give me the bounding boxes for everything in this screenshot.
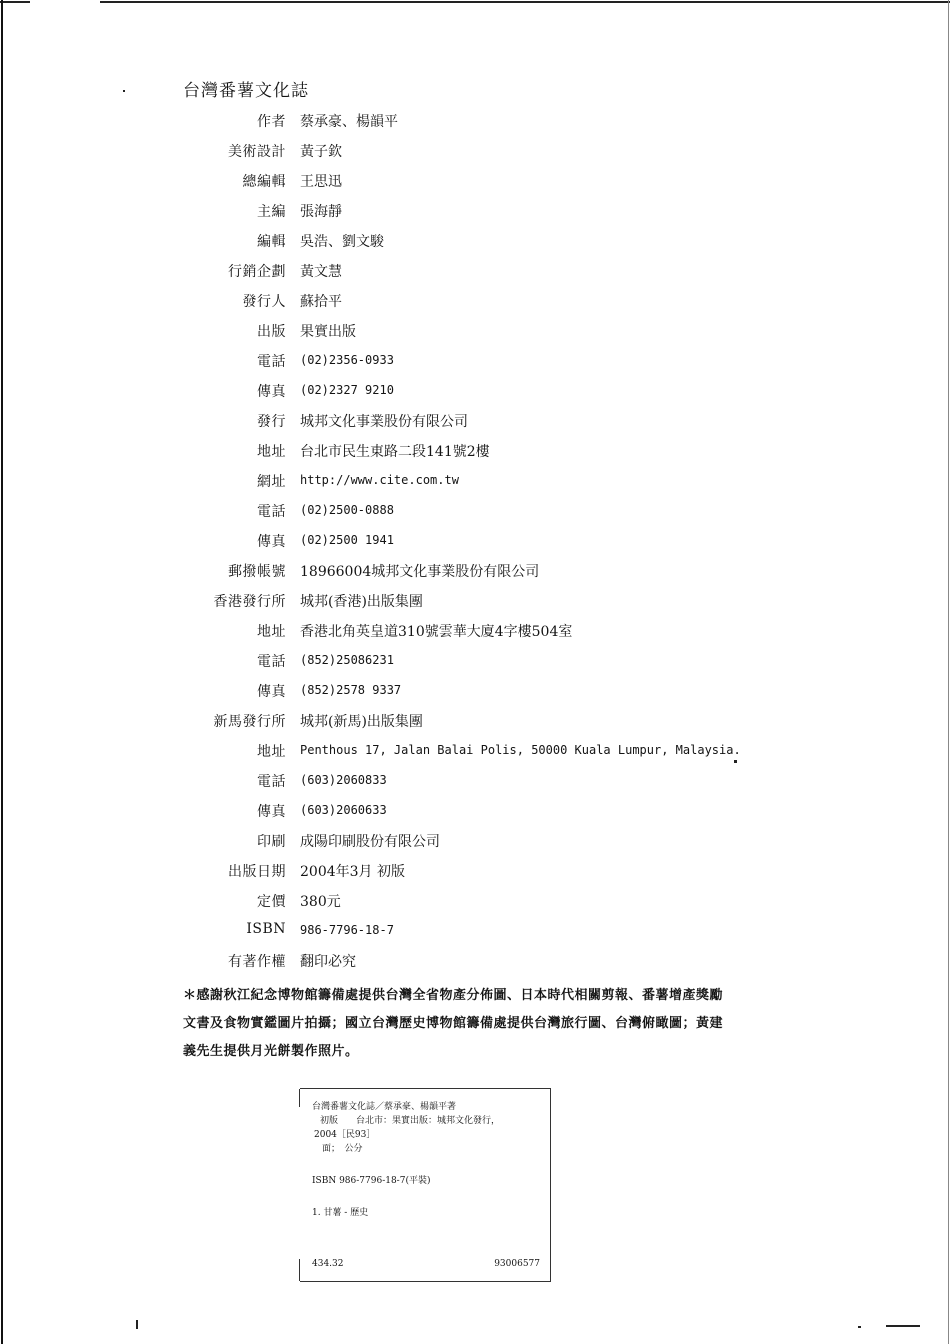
colophon-row-hk-address: [0, 616, 950, 646]
colophon-label: 出版: [257, 324, 286, 340]
colophon-value: 986-7796-18-7: [300, 923, 394, 937]
colophon-row-postal-account: [0, 556, 950, 586]
colophon-value: 成陽印刷股份有限公司: [300, 834, 440, 850]
colophon-label: 作者: [257, 114, 286, 130]
colophon-row-editors: [0, 226, 950, 256]
acknowledgement-note: ＊感謝秋江紀念博物館籌備處提供台灣全省物產分佈圖、日本時代相關剪報、番薯增產獎勵文書及食物實鑑圖片拍攝；國立台灣歷史博物館籌備處提供台灣旅行圖、台灣俯瞰圖；黃建義先生提供月光餅製作照片。: [183, 988, 724, 1059]
colophon-label: 編輯: [257, 234, 286, 250]
colophon-value: 城邦文化事業股份有限公司: [300, 414, 468, 430]
colophon-label: ISBN: [246, 921, 286, 937]
colophon-row-publisher-phone: [0, 346, 950, 376]
colophon-value: (852)2578 9337: [300, 683, 402, 697]
colophon-label: 電話: [257, 774, 286, 790]
colophon-value: (02)2500 1941: [300, 533, 394, 547]
colophon-row-hk-phone: [0, 646, 950, 676]
colophon-row-my-office: [0, 706, 950, 736]
colophon-value: 蘇拾平: [300, 294, 342, 310]
scan-speck: [136, 1320, 138, 1329]
cip-year-line: 2004［民93］: [314, 1130, 376, 1140]
colophon-label: 傳真: [257, 534, 286, 550]
colophon-label: 傳真: [257, 384, 286, 400]
colophon-label: 地址: [257, 444, 286, 460]
colophon-label: 有著作權: [228, 954, 286, 970]
page-top-border-gap: [30, 0, 100, 4]
colophon-value: 城邦(新馬)出版集團: [300, 714, 423, 730]
colophon-row-my-phone: [0, 766, 950, 796]
cip-record-number: 93006577: [494, 1259, 540, 1269]
colophon-row-chief-editor: [0, 166, 950, 196]
colophon-row-managing-editor: [0, 196, 950, 226]
colophon-row-publisher-person: [0, 286, 950, 316]
colophon-row-printer: [0, 826, 950, 856]
colophon-value: 2004年3月 初版: [300, 864, 405, 880]
colophon-label: 美術設計: [228, 144, 286, 160]
colophon-label: 主編: [257, 204, 286, 220]
colophon-label: 印刷: [257, 834, 286, 850]
colophon-row-website: [0, 466, 950, 496]
colophon-value: 城邦(香港)出版集團: [300, 594, 423, 610]
colophon-value: Penthous 17, Jalan Balai Polis, 50000 Kuala Lumpur, Malaysia.: [300, 743, 741, 757]
colophon-label: 地址: [257, 744, 286, 760]
colophon-label: 電話: [257, 504, 286, 520]
colophon-value: 張海靜: [300, 204, 342, 220]
colophon-value: 果實出版: [300, 324, 356, 340]
scan-speck: [123, 90, 125, 92]
colophon-value: (603)2060833: [300, 773, 387, 787]
colophon-value: (02)2356-0933: [300, 353, 394, 367]
colophon-row-hk-office: [0, 586, 950, 616]
colophon-row-distributor: [0, 406, 950, 436]
colophon-row-my-address: [0, 736, 950, 766]
colophon-label: 發行: [257, 414, 286, 430]
colophon-list: [0, 106, 950, 976]
colophon-row-distributor-phone: [0, 496, 950, 526]
colophon-label: 香港發行所: [213, 594, 286, 610]
colophon-label: 網址: [257, 474, 286, 490]
colophon-label: 電話: [257, 354, 286, 370]
page-top-border: [0, 1, 950, 3]
colophon-label: 地址: [257, 624, 286, 640]
cip-title-line: 台灣番薯文化誌／蔡承豪、楊韻平著: [312, 1102, 457, 1112]
colophon-value: 翻印必究: [300, 954, 356, 970]
colophon-value: 香港北角英皇道310號雲華大廈4字樓504室: [300, 624, 573, 640]
colophon-value: 18966004城邦文化事業股份有限公司: [300, 564, 540, 580]
cip-extent-line: 面； 公分: [322, 1144, 363, 1154]
colophon-row-art-design: [0, 136, 950, 166]
cip-isbn-line: ISBN 986-7796-18-7(平裝): [312, 1176, 431, 1186]
colophon-label: 行銷企劃: [228, 264, 286, 280]
colophon-value: 黃文慧: [300, 264, 342, 280]
colophon-row-hk-fax: [0, 676, 950, 706]
colophon-label: 傳真: [257, 684, 286, 700]
colophon-value: (02)2500-0888: [300, 503, 394, 517]
colophon-value: http://www.cite.com.tw: [300, 473, 459, 487]
colophon-row-publisher-fax: [0, 376, 950, 406]
scan-speck: [858, 1326, 861, 1328]
colophon-value: 王思迅: [300, 174, 342, 190]
colophon-value: 黃子欽: [300, 144, 342, 160]
cip-box-edge: [299, 1259, 300, 1281]
cip-classification-number: 434.32: [312, 1259, 344, 1269]
colophon-label: 電話: [257, 654, 286, 670]
colophon-row-distributor-fax: [0, 526, 950, 556]
colophon-row-publisher: [0, 316, 950, 346]
colophon-row-publish-date: [0, 856, 950, 886]
colophon-row-distributor-address: [0, 436, 950, 466]
colophon-row-marketing: [0, 256, 950, 286]
colophon-value: (852)25086231: [300, 653, 394, 667]
book-title: 台灣番薯文化誌: [183, 81, 309, 101]
cip-box-edge: [299, 1089, 300, 1107]
cip-catalog-box: [300, 1088, 551, 1282]
colophon-value: (02)2327 9210: [300, 383, 394, 397]
colophon-row-price: [0, 886, 950, 916]
scan-speck: [886, 1325, 920, 1327]
colophon-row-copyright: [0, 946, 950, 976]
colophon-label: 發行人: [242, 294, 286, 310]
cip-subject-line: 1. 甘薯 - 歷史: [312, 1208, 369, 1218]
colophon-row-isbn: [0, 916, 950, 946]
colophon-label: 郵撥帳號: [228, 564, 286, 580]
colophon-value: 蔡承豪、楊韻平: [300, 114, 398, 130]
cip-publication-line: 初版 台北市：果實出版：城邦文化發行，: [320, 1116, 501, 1126]
colophon-label: 新馬發行所: [213, 714, 286, 730]
colophon-label: 出版日期: [228, 864, 286, 880]
colophon-row-my-fax: [0, 796, 950, 826]
colophon-value: 台北市民生東路二段141號2樓: [300, 444, 490, 460]
colophon-label: 定價: [257, 894, 286, 910]
colophon-value: (603)2060633: [300, 803, 387, 817]
colophon-label: 總編輯: [242, 174, 286, 190]
colophon-row-author: [0, 106, 950, 136]
colophon-label: 傳真: [257, 804, 286, 820]
colophon-value: 380元: [300, 894, 341, 910]
colophon-value: 吳浩、劉文駿: [300, 234, 384, 250]
